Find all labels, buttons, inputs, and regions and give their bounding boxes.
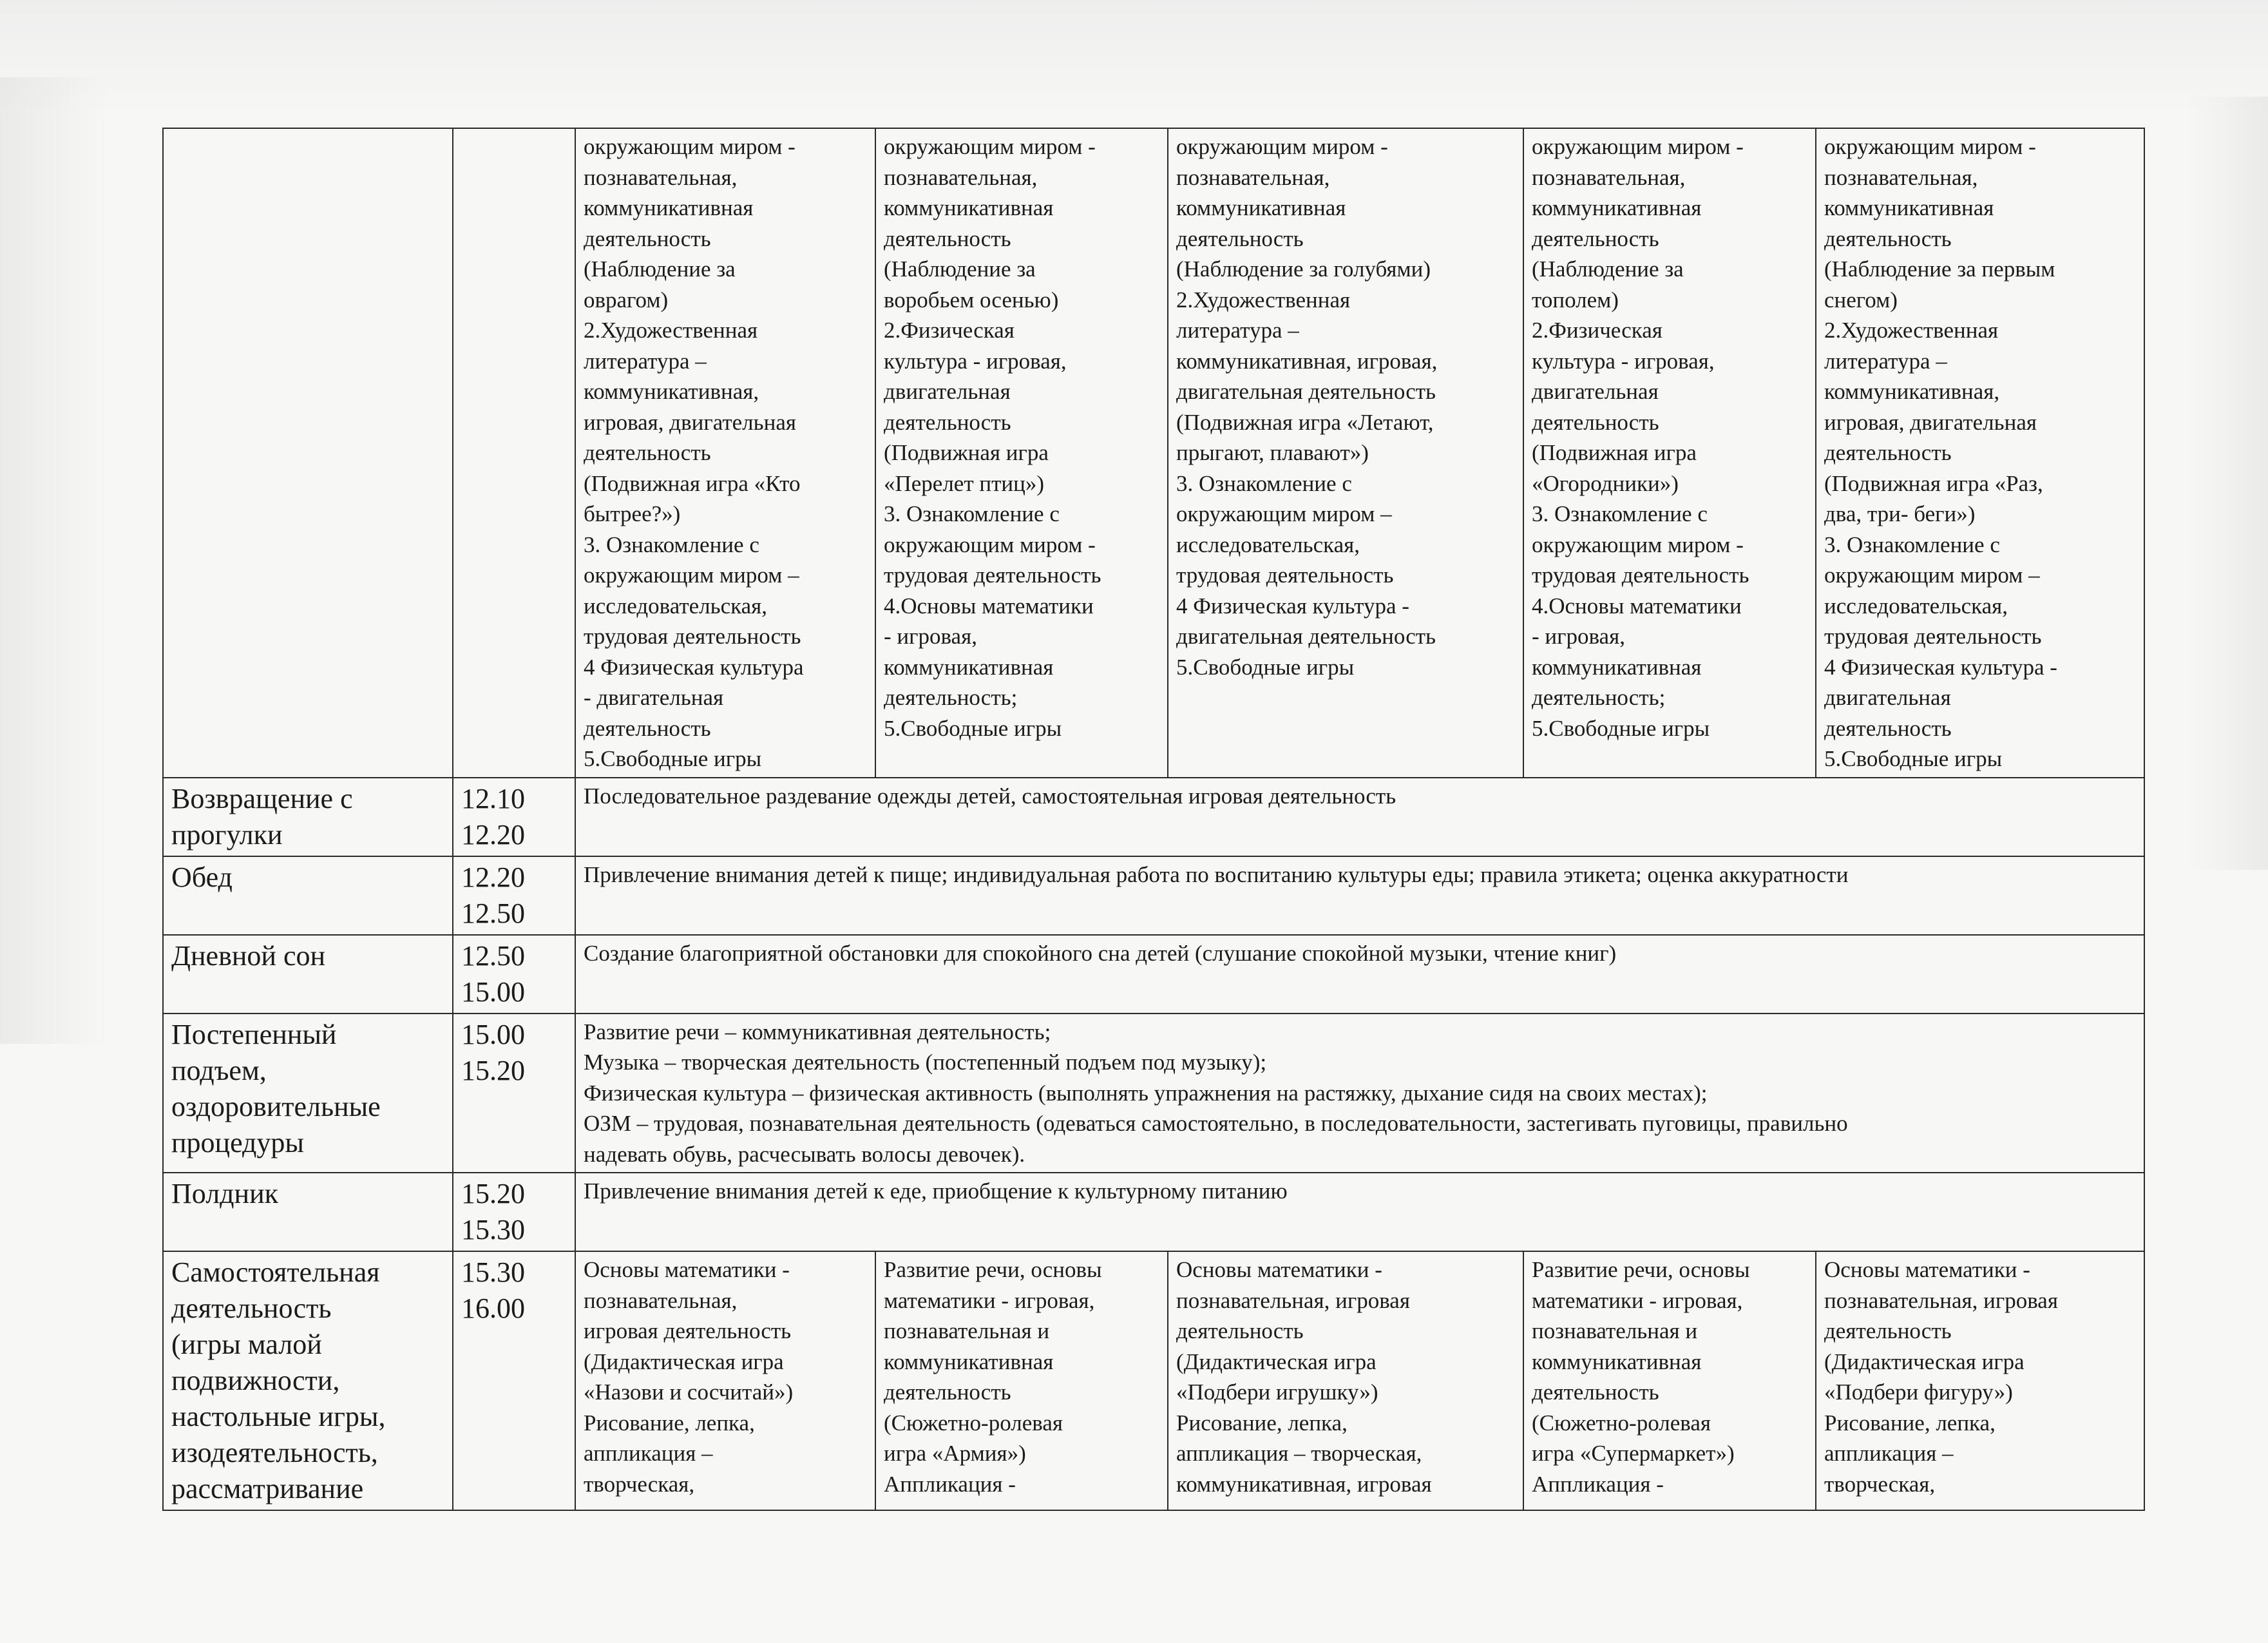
time-cell: 15.30 16.00	[453, 1251, 575, 1510]
wednesday-activities-cell: Основы математики - познавательная, игровая деятельность (Дидактическая игра «Подбери игрушку») Рисование, лепка, аппликация – творческая, коммуникативная, игровая	[1168, 1251, 1523, 1510]
table-row-return-from-walk	[163, 778, 2144, 856]
wednesday-activities-cell: окружающим миром - познавательная, коммуникативная деятельность (Наблюдение за голубями) 2.Художественная литература – коммуникативная, игровая, двигательная деятельность (Подвижная игра «Летают, прыгают, плавают») 3. Ознакомление с окружающим миром – исследовательская, трудовая деятельность 4 Физическая культура - двигательная деятельность 5.Свободные игры	[1168, 128, 1523, 778]
thursday-activities-cell: Развитие речи, основы математики - игровая, познавательная и коммуникативная деятельность (Сюжетно-ролевая игра «Супермаркет») Аппликация -	[1523, 1251, 1816, 1510]
time-cell	[453, 128, 575, 778]
regime-cell: Самостоятельная деятельность (игры малой подвижности, настольные игры, изодеятельность, рассматривание	[163, 1251, 453, 1510]
scan-shadow-left	[0, 77, 129, 1044]
regime-cell: Обед	[163, 856, 453, 935]
activity-description-cell: Привлечение внимания детей к пище; индивидуальная работа по воспитанию культуры еды; правила этикета; оценка аккуратности	[575, 856, 2144, 935]
regime-cell	[163, 128, 453, 778]
tuesday-activities-cell: Развитие речи, основы математики - игровая, познавательная и коммуникативная деятельность (Сюжетно-ролевая игра «Армия») Аппликация -	[875, 1251, 1168, 1510]
regime-cell: Полдник	[163, 1173, 453, 1251]
regime-cell: Дневной сон	[163, 935, 453, 1014]
activity-description-cell: Развитие речи – коммуникативная деятельность; Музыка – творческая деятельность (постепенный подъем под музыку); Физическая культура – физическая активность (выполнять упражнения на растяжку, дыхание сидя на своих местах); ОЗМ – трудовая, познавательная деятельность (одеваться самостоятельно, в последовательности, застегивать пуговицы, правильно надевать обувь, расчесывать волосы девочек).	[575, 1014, 2144, 1173]
table-row-nap	[163, 935, 2144, 1014]
activity-description-cell: Привлечение внимания детей к еде, приобщение к культурному питанию	[575, 1173, 2144, 1251]
time-cell: 12.20 12.50	[453, 856, 575, 935]
friday-activities-cell: Основы математики - познавательная, игровая деятельность (Дидактическая игра «Подбери фигуру») Рисование, лепка, аппликация – творческая,	[1816, 1251, 2144, 1510]
time-cell: 15.00 15.20	[453, 1014, 575, 1173]
table-row-wake-up	[163, 1014, 2144, 1173]
monday-activities-cell: Основы математики - познавательная, игровая деятельность (Дидактическая игра «Назови и сосчитай») Рисование, лепка, аппликация – творческая,	[575, 1251, 875, 1510]
table-row-independent-activity	[163, 1251, 2144, 1510]
monday-activities-cell: окружающим миром - познавательная, коммуникативная деятельность (Наблюдение за оврагом) 2.Художественная литература – коммуникативная, игровая, двигательная деятельность (Подвижная игра «Кто бытрее?») 3. Ознакомление с окружающим миром – исследовательская, трудовая деятельность 4 Физическая культура - двигательная деятельность 5.Свободные игры	[575, 128, 875, 778]
table-row-lunch	[163, 856, 2144, 935]
friday-activities-cell: окружающим миром - познавательная, коммуникативная деятельность (Наблюдение за первым снегом) 2.Художественная литература – коммуникативная, игровая, двигательная деятельность (Подвижная игра «Раз, два, три- беги») 3. Ознакомление с окружающим миром – исследовательская, трудовая деятельность 4 Физическая культура - двигательная деятельность 5.Свободные игры	[1816, 128, 2144, 778]
table-row-walk-continuation	[163, 128, 2144, 778]
scan-shadow-top	[0, 0, 2268, 129]
thursday-activities-cell: окружающим миром - познавательная, коммуникативная деятельность (Наблюдение за тополем) 2.Физическая культура - игровая, двигательная деятельность (Подвижная игра «Огородники») 3. Ознакомление с окружающим миром - трудовая деятельность 4.Основы математики - игровая, коммуникативная деятельность; 5.Свободные игры	[1523, 128, 1816, 778]
time-cell: 12.10 12.20	[453, 778, 575, 856]
time-cell: 12.50 15.00	[453, 935, 575, 1014]
tuesday-activities-cell: окружающим миром - познавательная, коммуникативная деятельность (Наблюдение за воробьем осенью) 2.Физическая культура - игровая, двигательная деятельность (Подвижная игра «Перелет птиц») 3. Ознакомление с окружающим миром - трудовая деятельность 4.Основы математики - игровая, коммуникативная деятельность; 5.Свободные игры	[875, 128, 1168, 778]
regime-cell: Возвращение с прогулки	[163, 778, 453, 856]
daily-schedule-table	[162, 128, 2145, 1511]
table-row-afternoon-snack	[163, 1173, 2144, 1251]
time-cell: 15.20 15.30	[453, 1173, 575, 1251]
scan-shadow-right	[2178, 97, 2268, 870]
regime-cell: Постепенный подъем, оздоровительные процедуры	[163, 1014, 453, 1173]
activity-description-cell: Последовательное раздевание одежды детей, самостоятельная игровая деятельность	[575, 778, 2144, 856]
activity-description-cell: Создание благоприятной обстановки для спокойного сна детей (слушание спокойной музыки, чтение книг)	[575, 935, 2144, 1014]
